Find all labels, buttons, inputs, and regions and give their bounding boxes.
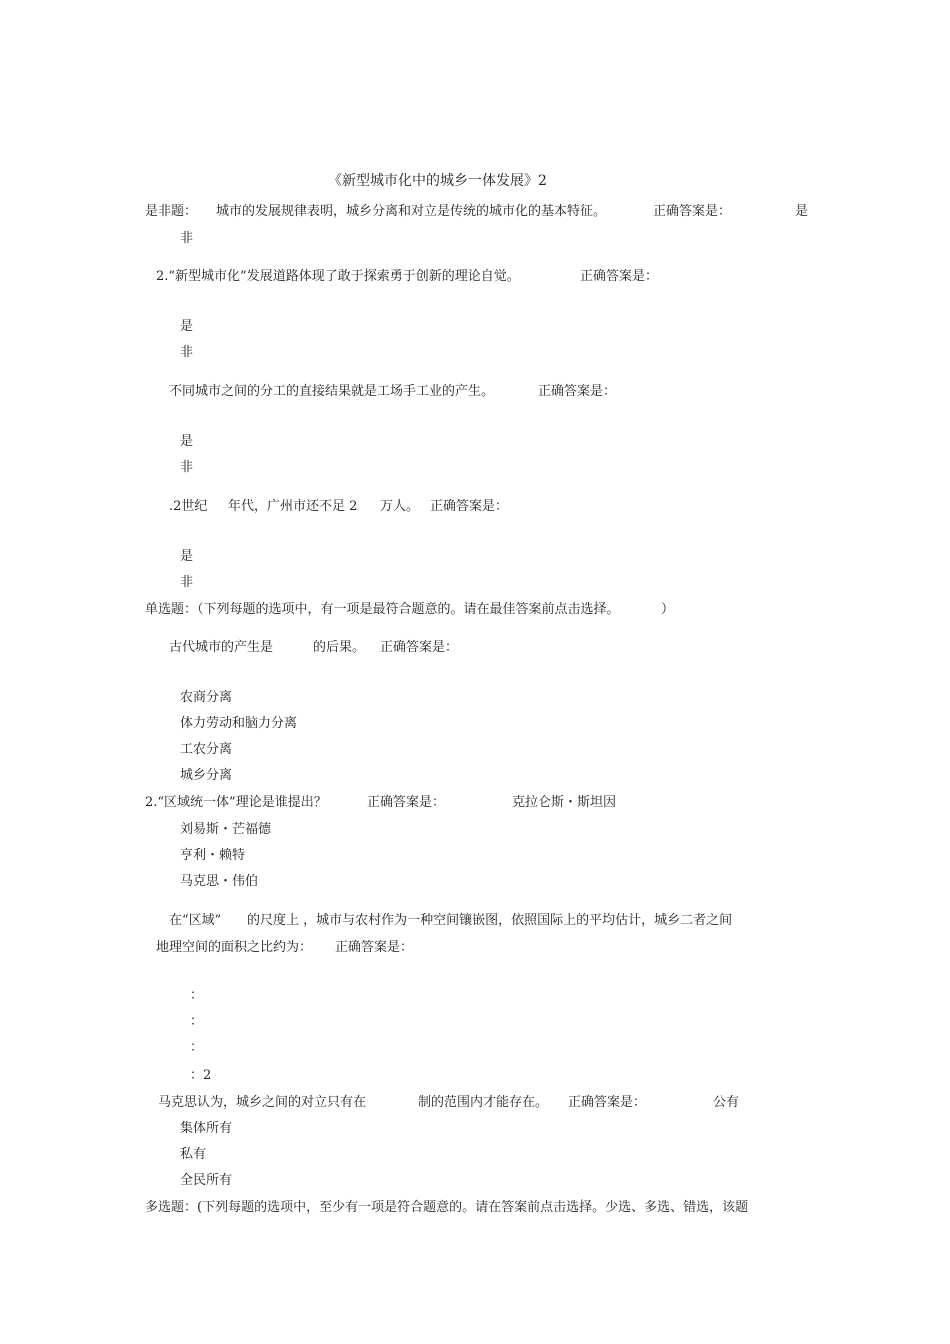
- s2-option-3[interactable]: 马克思・伟伯: [180, 874, 259, 889]
- q4-option-no[interactable]: 非: [180, 575, 194, 590]
- s3-answer-label: 正确答案是：: [335, 940, 414, 955]
- s4-answer: 公有: [713, 1095, 740, 1110]
- q1-option-no[interactable]: 非: [180, 231, 194, 246]
- s3-option-1[interactable]: ：: [190, 988, 204, 1003]
- s1-option-3[interactable]: 工农分离: [180, 742, 233, 757]
- s1-option-4[interactable]: 城乡分离: [180, 768, 233, 783]
- s2-answer-label: 正确答案是：: [367, 795, 446, 810]
- section-single-choice-header: 单选题：（下列每题的选项中，有一项是最符合题意的。请在最佳答案前点击选择。: [145, 602, 620, 617]
- s3-option-3[interactable]: ：: [190, 1040, 204, 1055]
- q3-text: 不同城市之间的分工的直接结果就是工场手工业的产生。: [169, 384, 495, 399]
- q1-text: 城市的发展规律表明，城乡分离和对立是传统的城市化的基本特征。: [216, 204, 607, 219]
- s4-option-1[interactable]: 集体所有: [180, 1121, 233, 1136]
- s2-option-1[interactable]: 刘易斯・芒福德: [180, 822, 272, 837]
- section-single-choice-close: ）: [661, 602, 675, 617]
- s3-text-part1: 在“区域”: [169, 913, 222, 928]
- section-true-false-header: 是非题：: [145, 204, 198, 219]
- s3-option-2[interactable]: ：: [190, 1014, 204, 1029]
- q3-option-no[interactable]: 非: [180, 460, 194, 475]
- s1-text-part1: 古代城市的产生是: [169, 640, 274, 655]
- document-title: 《新型城市化中的城乡一体发展》2: [328, 173, 547, 189]
- q3-answer-label: 正确答案是：: [538, 384, 617, 399]
- s4-text-part2: 制的范围内才能存在。: [418, 1095, 549, 1110]
- s2-answer: 克拉仑斯・斯坦因: [512, 795, 617, 810]
- s4-answer-label: 正确答案是：: [568, 1095, 647, 1110]
- s3-option-4[interactable]: ：2: [190, 1068, 212, 1083]
- s1-answer-label: 正确答案是：: [380, 640, 459, 655]
- q4-option-yes[interactable]: 是: [180, 549, 194, 564]
- q4-text-part1: .2世纪: [169, 499, 208, 514]
- s1-option-2[interactable]: 体力劳动和脑力分离: [180, 716, 298, 731]
- s4-option-3[interactable]: 全民所有: [180, 1173, 233, 1188]
- q3-option-yes[interactable]: 是: [180, 434, 194, 449]
- section-multi-choice-header: 多选题：(下列每题的选项中，至少有一项是符合题意的。请在答案前点击选择。少选、多选、错选，该题: [145, 1200, 749, 1215]
- s4-text-part1: 马克思认为，城乡之间的对立只有在: [158, 1095, 367, 1110]
- s2-option-2[interactable]: 亨利・赖特: [180, 848, 246, 863]
- q2-answer-label: 正确答案是：: [580, 269, 659, 284]
- q4-answer-label: 正确答案是：: [430, 499, 509, 514]
- q1-answer-label: 正确答案是：: [653, 204, 732, 219]
- s3-text-line2: 地理空间的面积之比约为：: [156, 940, 313, 955]
- s2-text: 2.“区域统一体”理论是谁提出？: [145, 795, 327, 810]
- q2-option-yes[interactable]: 是: [180, 319, 194, 334]
- q4-text-part2: 年代，广州市还不足 2: [228, 499, 358, 514]
- s1-text-part2: 的后果。: [313, 640, 366, 655]
- q2-option-no[interactable]: 非: [180, 345, 194, 360]
- q1-answer: 是: [795, 204, 809, 219]
- s4-option-2[interactable]: 私有: [180, 1147, 207, 1162]
- q4-text-part3: 万人。: [380, 499, 420, 514]
- s3-text-part2: 的尺度上 ，城市与农村作为一种空间镶嵌图，依照国际上的平均估计，城乡二者之间: [247, 913, 733, 928]
- q2-text: 2.“新型城市化”发展道路体现了敢于探索勇于创新的理论自觉。: [156, 269, 520, 284]
- s1-option-1[interactable]: 农商分离: [180, 690, 233, 705]
